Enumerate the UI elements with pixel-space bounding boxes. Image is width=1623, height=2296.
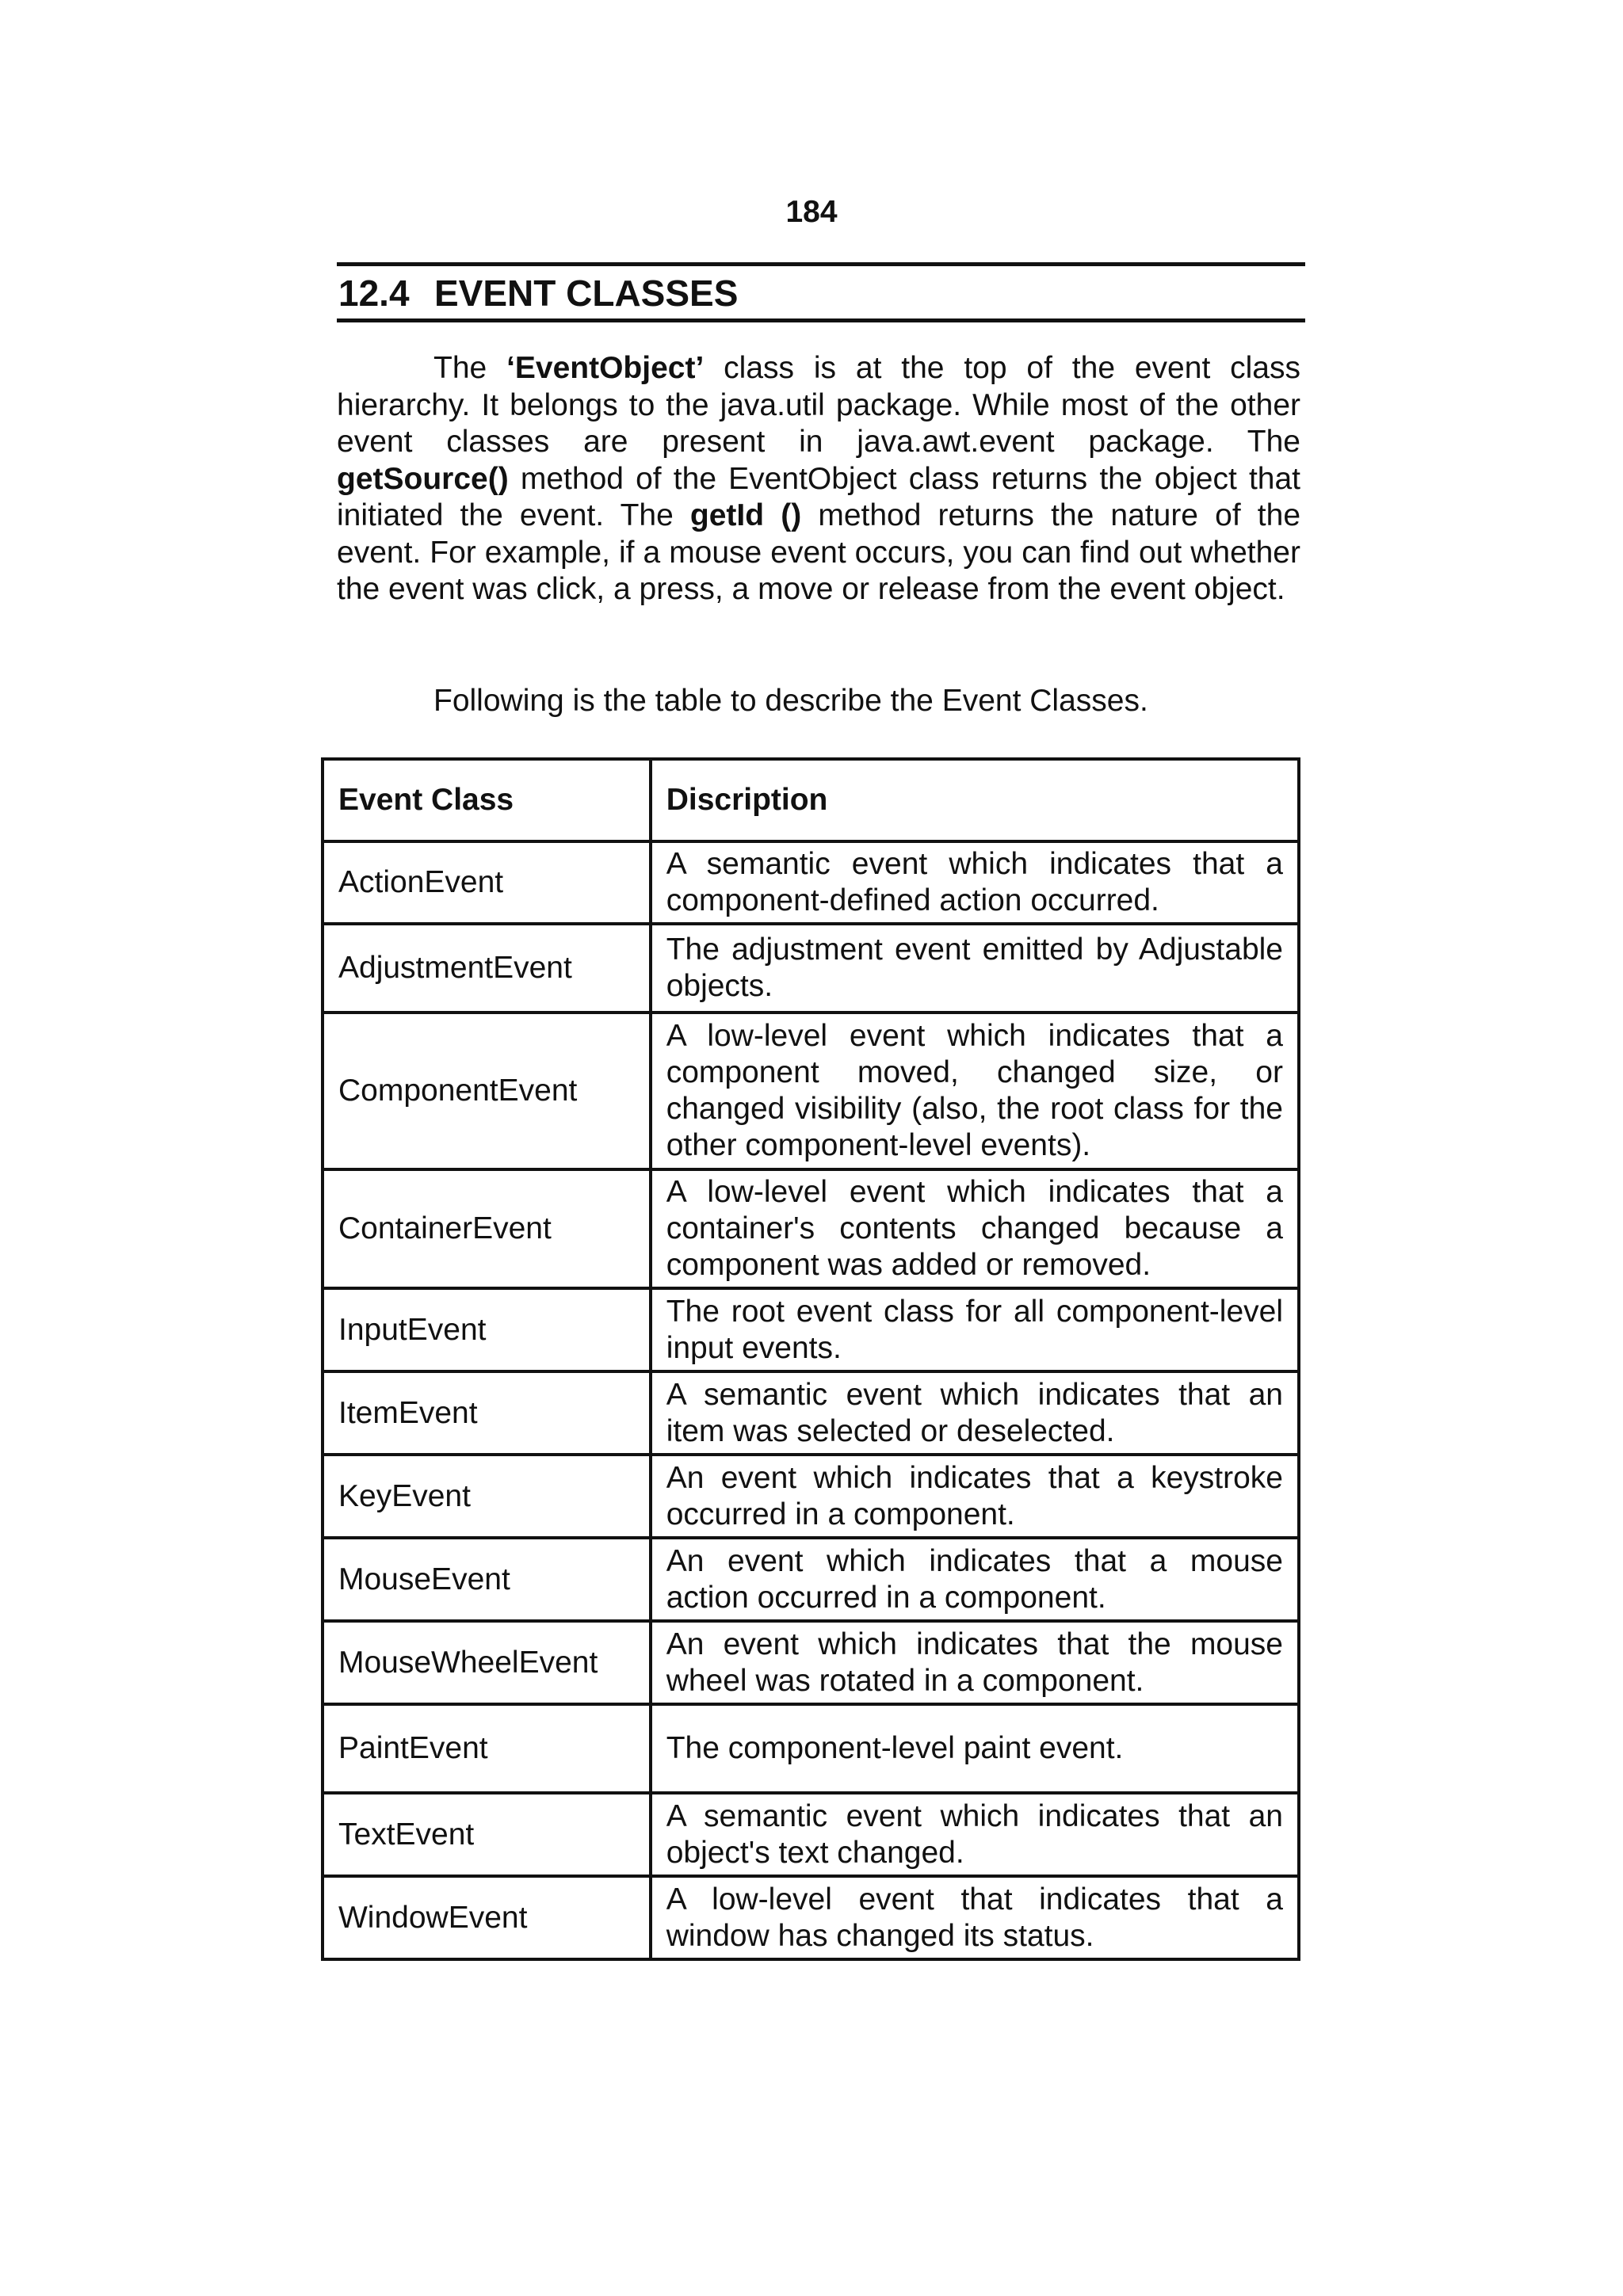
table-intro-paragraph: Following is the table to describe the Event Classes. [433,684,1148,718]
event-class-cell: ContainerEvent [323,1169,651,1288]
table-row [323,1371,1299,1455]
page-number: 184 [785,195,838,229]
description-cell: The adjustment event emitted by Adjustable objects. [651,924,1299,1013]
section-number: 12.4 [338,273,410,314]
event-class-cell: PaintEvent [323,1704,651,1793]
description-cell: An event which indicates that a mouse action occurred in a component. [651,1538,1299,1621]
bold-term-eventobject: ‘EventObject’ [506,351,705,385]
description-cell: An event which indicates that the mouse wheel was rotated in a component. [651,1621,1299,1704]
section-title: EVENT CLASSES [434,273,739,314]
text-run: The [433,351,507,385]
text-run: method of the EventObject class returns the object that initiated the event. The [337,461,1300,532]
description-cell: A semantic event which indicates that an item was selected or deselected. [651,1371,1299,1455]
event-class-cell: ActionEvent [323,841,651,924]
event-class-cell: AdjustmentEvent [323,924,651,1013]
description-cell: The root event class for all component-level input events. [651,1288,1299,1371]
intro-paragraph [337,350,1300,608]
text-run: method returns the nature of the event. For example, if a mouse event occurs, you can find out whether the event was click, a press, a move or release from the event object. [337,498,1301,606]
table-row [323,1455,1299,1538]
section-heading [338,271,738,315]
column-header-description: Discription [651,759,1299,841]
event-class-cell: WindowEvent [323,1876,651,1959]
column-header-event-class: Event Class [323,759,651,841]
table-row [323,1288,1299,1371]
table-row [323,841,1299,924]
table-header-row [323,759,1299,841]
event-class-cell: TextEvent [323,1793,651,1876]
description-cell: An event which indicates that a keystroke occurred in a component. [651,1455,1299,1538]
description-cell: A semantic event which indicates that a component-defined action occurred. [651,841,1299,924]
bold-term-getsource: getSource() [337,461,509,496]
section-heading-bar [337,262,1305,322]
event-classes-table [321,757,1300,1961]
event-class-cell: InputEvent [323,1288,651,1371]
event-class-cell: ComponentEvent [323,1013,651,1169]
table-row [323,924,1299,1013]
event-class-cell: ItemEvent [323,1371,651,1455]
bold-term-getid: getId () [689,498,802,532]
table-row [323,1621,1299,1704]
event-class-cell: KeyEvent [323,1455,651,1538]
table-row [323,1538,1299,1621]
text-run: class is at the top of the event class hierarchy. It belongs to the java.util package. While most of the other event classes are present in java.awt.event package. The [337,351,1300,459]
description-cell: A low-level event which indicates that a container's contents changed because a component was added or removed. [651,1169,1299,1288]
description-cell: A low-level event that indicates that a window has changed its status. [651,1876,1299,1959]
description-cell: The component-level paint event. [651,1704,1299,1793]
table-row [323,1704,1299,1793]
table-row [323,1876,1299,1959]
event-class-cell: MouseEvent [323,1538,651,1621]
table-row [323,1169,1299,1288]
event-class-cell: MouseWheelEvent [323,1621,651,1704]
description-cell: A low-level event which indicates that a component moved, changed size, or changed visibility (also, the root class for the other component-level events). [651,1013,1299,1169]
table-row [323,1793,1299,1876]
table-row [323,1013,1299,1169]
description-cell: A semantic event which indicates that an object's text changed. [651,1793,1299,1876]
